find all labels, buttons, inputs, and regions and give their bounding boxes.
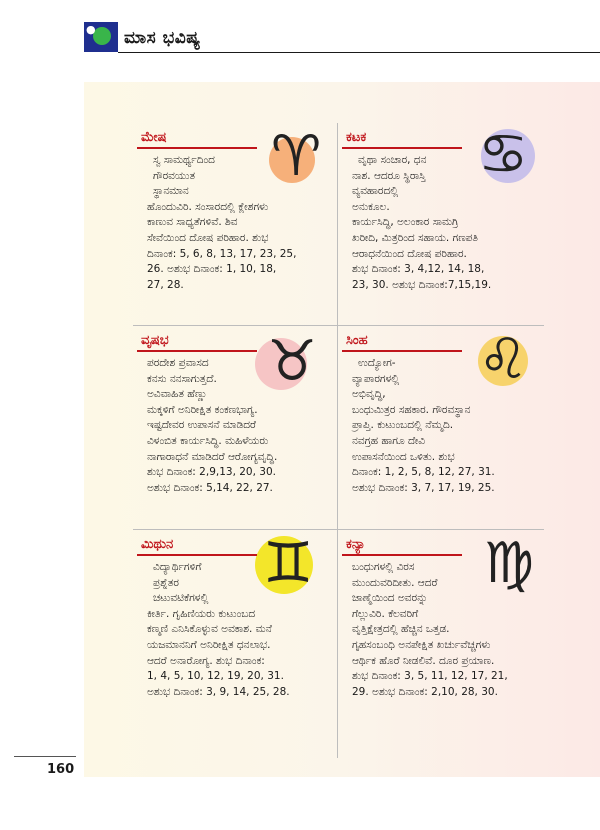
prediction-line: ವ್ಯಾಪಾರಗಳಲ್ಲಿ	[352, 372, 400, 385]
prediction-line: 1, 4, 5, 10, 12, 19, 20, 31.	[147, 670, 284, 683]
prediction-line: ಉಪಾಸನೆಯಿಂದ ಒಳಿತು. ಶುಭ	[352, 450, 455, 463]
prediction-line: ಉದ್ಯೋಗ-	[358, 357, 396, 369]
prediction-line: ಅವಿವಾಹಿತ ಹೆಣ್ಣು	[147, 388, 208, 401]
prediction-line: ಯಜಮಾನನಿಗೆ ಅನಿರೀಕ್ಷಿತ ಧನಲಾಭ.	[147, 638, 271, 651]
prediction-line: ನಾಗಾರಾಧನೆ ಮಾಡಿದರೆ ಆರೋಗ್ಯವೃದ್ಧಿ.	[147, 450, 278, 463]
prediction-line: ಹೊಂದುವಿರಿ. ಸಂಸಾರದಲ್ಲಿ ಕ್ಲೇಶಗಳು	[147, 200, 269, 213]
prediction-line: ಕಾರ್ಯಸಿದ್ಧಿ, ಅಲಂಕಾರ ಸಾಮಗ್ರಿ	[352, 216, 459, 229]
prediction-line: ಶುಭ ದಿನಾಂಕ: 2,9,13, 20, 30.	[147, 466, 276, 479]
prediction-line: ಇಷ್ಟದೇವರ ಉಪಾಸನೆ ಮಾಡಿದರೆ	[147, 419, 256, 432]
prediction-line: ಮುಂದುವರಿದೀತು. ಆದರೆ	[352, 576, 438, 589]
prediction-line: ವೃತ್ತಿಕ್ಷೇತ್ರದಲ್ಲಿ ಹೆಚ್ಚಿನ ಒತ್ತಡ.	[352, 623, 450, 636]
header-rule	[118, 52, 600, 53]
prediction-line: ಶುಭ ದಿನಾಂಕ: 3, 5, 11, 12, 17, 21,	[352, 670, 508, 683]
prediction-line: ಅಭಿವೃದ್ಧಿ,	[352, 388, 386, 401]
ram-icon: ♈	[271, 124, 322, 189]
title-underline	[137, 554, 257, 556]
prediction-line: ಬಂಧುಗಳಲ್ಲಿ ವಿರಸ	[352, 561, 415, 573]
prediction-line: ನಾಶ. ಆದರೂ ಸ್ಥಿರಾಸ್ತಿ	[352, 169, 426, 182]
prediction-line: ಆರಾಧನೆಯಿಂದ ದೋಷ ಪರಿಹಾರ.	[352, 247, 467, 260]
prediction-line: ದಿನಾಂಕ: 1, 2, 5, 8, 12, 27, 31.	[352, 466, 495, 479]
prediction-line: 29. ಅಶುಭ ದಿನಾಂಕ: 2,10, 28, 30.	[352, 685, 498, 698]
prediction-line: 26. ಅಶುಭ ದಿನಾಂಕ: 1, 10, 18,	[147, 263, 277, 276]
prediction-line: ನವಗ್ರಹ ಹಾಗೂ ದೇವಿ	[352, 434, 426, 447]
sign-card-vrishabha	[133, 326, 337, 528]
bull-icon: ♉	[267, 329, 318, 394]
prediction-line: ಸ್ಥಾನಮಾನ	[153, 185, 189, 198]
prediction-line: ಕಣ್ಮಣಿ ಎನಿಸಿಕೊಳ್ಳುವ ಅವಕಾಶ. ಮನೆ	[147, 623, 272, 636]
prediction-line: ಕನಸು ನನಸಾಗುತ್ತದೆ.	[147, 372, 217, 385]
title-underline	[137, 350, 257, 352]
prediction-line: ಜಾಣ್ಮೆಯಿಂದ ಅವರನ್ನು	[352, 592, 428, 605]
prediction-line: ಸೇವೆಯಿಂದ ದೋಷ ಪರಿಹಾರ. ಶುಭ	[147, 231, 269, 244]
prediction-line: ಶುಭ ದಿನಾಂಕ: 3, 4,12, 14, 18,	[352, 263, 485, 276]
prediction-line: ಪ್ರಶ್ನೆತರ	[153, 576, 179, 589]
sign-card-simha	[338, 326, 542, 528]
prediction-text	[147, 560, 331, 700]
prediction-line: ಆರ್ಥಿಕ ಹೊರೆ ನೀಡಲಿವೆ. ದೂರ ಪ್ರಯಾಣ.	[352, 654, 495, 667]
sign-card-mithuna	[133, 530, 337, 732]
header	[0, 0, 600, 58]
prediction-line: 27, 28.	[147, 278, 184, 291]
prediction-line: ಅಶುಭ ದಿನಾಂಕ: 3, 7, 17, 19, 25.	[352, 481, 495, 494]
sign-card-kataka	[338, 123, 542, 325]
sign-title: ಕಟಕ	[346, 130, 367, 145]
sign-title: ಮಿಥುನ	[141, 537, 174, 552]
sign-title: ಸಿಂಹ	[346, 333, 368, 348]
sign-card-mesha	[133, 123, 337, 325]
prediction-line: ಚಟುವಟಿಕೆಗಳಲ್ಲಿ	[153, 592, 209, 605]
crab-icon: ♋	[478, 123, 529, 187]
prediction-line: ಬಂಧುಮಿತ್ರರ ಸಹಕಾರ. ಗೌರವಸ್ಥಾನ	[352, 403, 471, 416]
sign-title: ಮೇಷ	[141, 130, 167, 145]
prediction-line: ವಿದ್ಯಾರ್ಥಿಗಳಿಗೆ	[153, 561, 202, 573]
prediction-text	[147, 153, 331, 293]
title-underline	[137, 147, 257, 149]
prediction-line: ಖರೀದಿ, ಮಿತ್ರರಿಂದ ಸಹಾಯ. ಗಣಪತಿ	[352, 231, 478, 244]
prediction-line: ಪ್ರಾಪ್ತಿ. ಕುಟುಂಬದಲ್ಲಿ ನೆಮ್ಮದಿ.	[352, 419, 454, 432]
prediction-text	[352, 153, 536, 293]
prediction-line: ಮಕ್ಕಳಿಗೆ ಅನಿರೀಕ್ಷಿತ ಕಂಕಣಭಾಗ್ಯ.	[147, 403, 258, 416]
figure-icon: ●	[86, 23, 96, 36]
title-underline	[342, 147, 462, 149]
maiden-icon: ♍	[484, 531, 535, 596]
sign-title: ವೃಷಭ	[141, 333, 169, 348]
prediction-line: 23, 30. ಅಶುಭ ದಿನಾಂಕ:7,15,19.	[352, 278, 492, 291]
prediction-line: ಪರದೇಶ ಪ್ರವಾಸದ	[147, 357, 209, 369]
prediction-line: ದಿನಾಂಕ: 5, 6, 8, 13, 17, 23, 25,	[147, 247, 297, 260]
prediction-text	[352, 560, 536, 700]
prediction-line: ಗೌರವಯುತ	[153, 169, 196, 182]
horoscope-grid	[133, 123, 544, 758]
prediction-line: ಗೃಹಸಂಬಂಧಿ ಅನಪೇಕ್ಷಿತ ಖರ್ಚುವೆಚ್ಚಗಳು	[352, 638, 491, 651]
prediction-line: ವೃಥಾ ಸಂಚಾರ, ಧನ	[358, 154, 427, 166]
title-underline	[342, 554, 462, 556]
prediction-line: ಕಾಣುವ ಸಾಧ್ಯತೆಗಳಿವೆ. ಶಿವ	[147, 216, 238, 229]
prediction-line: ವಿಳಂಬಿತ ಕಾರ್ಯಸಿದ್ಧಿ. ಮಹಿಳೆಯರು	[147, 434, 269, 447]
page-number-rule	[14, 756, 76, 757]
page-number: 160	[47, 762, 75, 777]
sign-card-kanya	[338, 530, 542, 732]
prediction-line: ಅಶುಭ ದಿನಾಂಕ: 3, 9, 14, 25, 28.	[147, 685, 290, 698]
section-title: ಮಾಸ ಭವಿಷ್ಯ	[124, 28, 201, 48]
prediction-line: ಕೀರ್ತಿ. ಗೃಹಿಣಿಯರು ಕುಟುಂಬದ	[147, 607, 256, 620]
prediction-line: ವ್ಯವಹಾರದಲ್ಲಿ	[352, 185, 399, 198]
prediction-line: ಗೆಲ್ಲುವಿರಿ. ಕೆಲವರಿಗೆ	[352, 607, 419, 620]
prediction-line: ಅನುಕೂಲ.	[352, 200, 390, 213]
magazine-logo	[84, 22, 118, 52]
prediction-line: ಅಶುಭ ದಿನಾಂಕ: 5,14, 22, 27.	[147, 481, 273, 494]
lion-icon: ♌	[478, 327, 529, 392]
twins-icon: ♊	[263, 531, 314, 596]
prediction-line: ಆದರೆ ಅನಾರೋಗ್ಯ. ಶುಭ ದಿನಾಂಕ:	[147, 654, 265, 667]
title-underline	[342, 350, 462, 352]
prediction-text	[352, 356, 536, 496]
prediction-line: ಸ್ವ ಸಾಮರ್ಥ್ಯದಿಂದ	[153, 154, 215, 166]
prediction-text	[147, 356, 331, 496]
sign-title: ಕನ್ಯಾ	[346, 537, 366, 552]
